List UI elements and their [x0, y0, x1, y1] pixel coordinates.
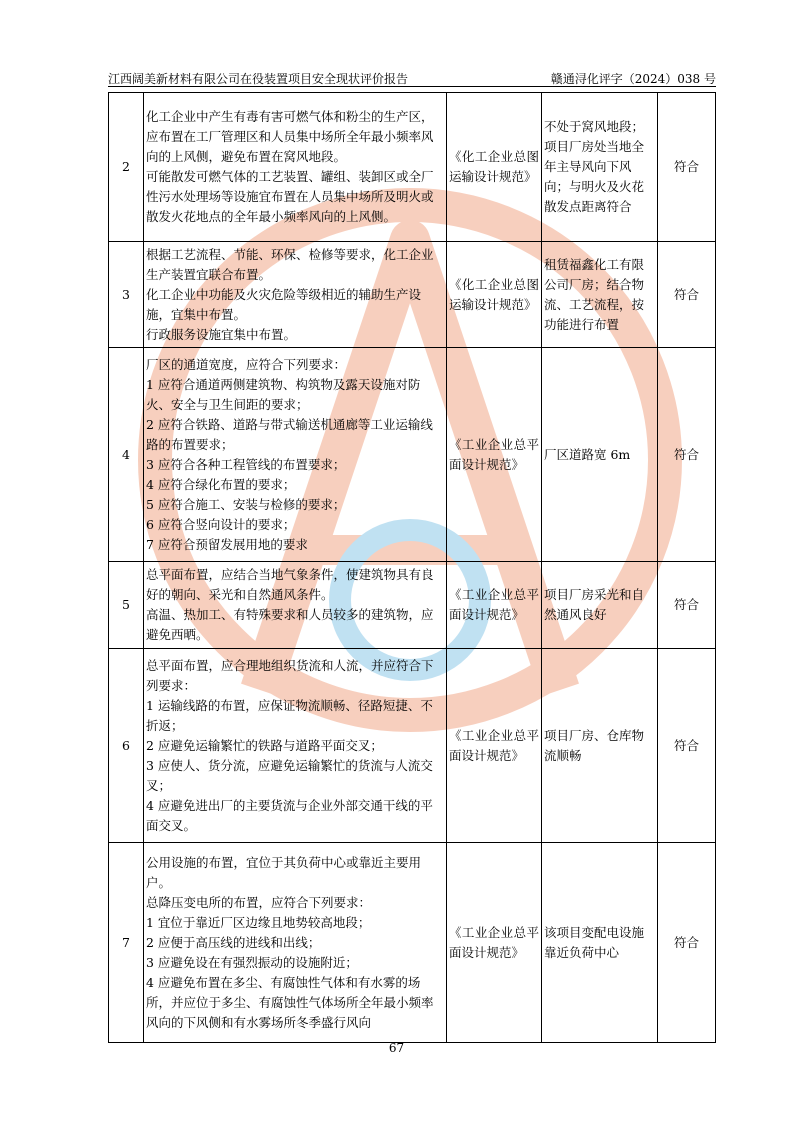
requirement-line: 4 应符合绿化布置的要求； — [146, 476, 296, 492]
requirement-cell — [144, 93, 447, 242]
requirement-line: 总降压变电所的布置，应符合下列要求： — [146, 894, 372, 910]
actual-situation: 该项目变配电设施靠近负荷中心 — [542, 843, 658, 1043]
table-row — [109, 562, 716, 649]
conformity-result: 符合 — [658, 242, 716, 348]
table-row — [109, 348, 716, 562]
actual-situation: 项目厂房采光和自然通风良好 — [542, 562, 658, 649]
requirement-line: 2 应符合铁路、道路与带式输送机通廊等工业运输线路的布置要求； — [146, 416, 433, 452]
standard-reference: 《化工企业总图运输设计规范》 — [447, 242, 542, 348]
table-row — [109, 843, 716, 1043]
requirement-line: 3 应使人、货分流，应避免运输繁忙的货流与人流交叉； — [146, 757, 433, 793]
requirement-line: 1 应符合通道两侧建筑物、构筑物及露天设施对防火、安全与卫生间距的要求； — [146, 376, 421, 412]
requirement-line: 1 运输线路的布置，应保证物流顺畅、径路短捷、不折返； — [146, 697, 433, 733]
actual-situation: 不处于窝风地段；项目厂房处当地全年主导风向下风向；与明火及火花散发点距离符合 — [542, 93, 658, 242]
requirement-line: 总平面布置，应合理地组织货流和人流，并应符合下列要求： — [146, 657, 434, 693]
actual-situation: 厂区道路宽 6m — [542, 348, 658, 562]
requirement-line: 公用设施的布置，宜位于其负荷中心或靠近主要用户。 — [146, 854, 422, 890]
conformity-result: 符合 — [658, 843, 716, 1043]
requirement-line: 可能散发可燃气体的工艺装置、罐组、装卸区或全厂性污水处理场等设施宜布置在人员集中场所及明火或散发火花地点的全年最小频率风向的上风侧。 — [146, 169, 434, 224]
conformity-result: 符合 — [658, 649, 716, 843]
item-number: 3 — [109, 242, 144, 348]
requirement-line: 3 应避免设在有强烈振动的设施附近； — [146, 954, 358, 970]
standard-reference: 《工业企业总平面设计规范》 — [447, 562, 542, 649]
standard-reference: 《化工企业总图运输设计规范》 — [447, 93, 542, 242]
conformity-result: 符合 — [658, 93, 716, 242]
requirement-line: 3 应符合各种工程管线的布置要求； — [146, 456, 346, 472]
requirement-line: 7 应符合预留发展用地的要求 — [146, 536, 308, 552]
report-number: 赣通浔化评字（2024）038 号 — [550, 72, 716, 86]
requirement-line: 2 应便于高压线的进线和出线； — [146, 934, 321, 950]
table-row — [109, 93, 716, 242]
requirement-line: 行政服务设施宜集中布置。 — [146, 326, 297, 342]
conformity-result: 符合 — [658, 348, 716, 562]
actual-situation: 项目厂房、仓库物流顺畅 — [542, 649, 658, 843]
table-row — [109, 242, 716, 348]
requirement-line: 1 宜位于靠近厂区边缘且地势较高地段； — [146, 914, 371, 930]
requirement-line: 总平面布置，应结合当地气象条件，使建筑物具有良好的朝向、采光和自然通风条件。 — [146, 567, 434, 602]
evaluation-table — [108, 92, 716, 1043]
requirement-line: 6 应符合竖向设计的要求； — [146, 516, 296, 532]
requirement-line: 厂区的通道宽度，应符合下列要求： — [146, 356, 347, 372]
page-number: 67 — [388, 1041, 405, 1055]
requirement-cell — [144, 843, 447, 1043]
page-header — [108, 66, 716, 87]
requirement-cell — [144, 348, 447, 562]
actual-situation: 租赁福鑫化工有限公司厂房；结合物流、工艺流程，按功能进行布置 — [542, 242, 658, 348]
item-number: 2 — [109, 93, 144, 242]
item-number: 6 — [109, 649, 144, 843]
requirement-line: 4 应避免进出厂的主要货流与企业外部交通干线的平面交叉。 — [146, 797, 433, 833]
requirement-cell — [144, 242, 447, 348]
item-number: 5 — [109, 562, 144, 649]
item-number: 7 — [109, 843, 144, 1043]
standard-reference: 《工业企业总平面设计规范》 — [447, 348, 542, 562]
table-row — [109, 649, 716, 843]
requirement-cell — [144, 562, 447, 649]
conformity-result: 符合 — [658, 562, 716, 649]
requirement-line: 5 应符合施工、安装与检修的要求； — [146, 496, 346, 512]
requirement-line: 化工企业中功能及火灾危险等级相近的辅助生产设施，宜集中布置。 — [146, 286, 422, 322]
requirement-line: 高温、热加工、有特殊要求和人员较多的建筑物，应避免西晒。 — [146, 607, 434, 642]
requirement-line: 化工企业中产生有毒有害可燃气体和粉尘的生产区，应布置在工厂管理区和人员集中场所全年最小频率风向的上风侧，避免布置在窝风地段。 — [146, 109, 434, 164]
item-number: 4 — [109, 348, 144, 562]
standard-reference: 《工业企业总平面设计规范》 — [447, 649, 542, 843]
requirement-line: 根据工艺流程、节能、环保、检修等要求，化工企业生产装置宜联合布置。 — [146, 246, 434, 282]
requirement-line: 2 应避免运输繁忙的铁路与道路平面交叉； — [146, 737, 383, 753]
standard-reference: 《工业企业总平面设计规范》 — [447, 843, 542, 1043]
report-title: 江西阔美新材料有限公司在役装置项目安全现状评价报告 — [108, 72, 409, 86]
requirement-cell — [144, 649, 447, 843]
requirement-line: 4 应避免布置在多尘、有腐蚀性气体和有水雾的场所，并应位于多尘、有腐蚀性气体场所全年最小频率风向的下风侧和有水雾场所冬季盛行风向 — [146, 974, 434, 1030]
